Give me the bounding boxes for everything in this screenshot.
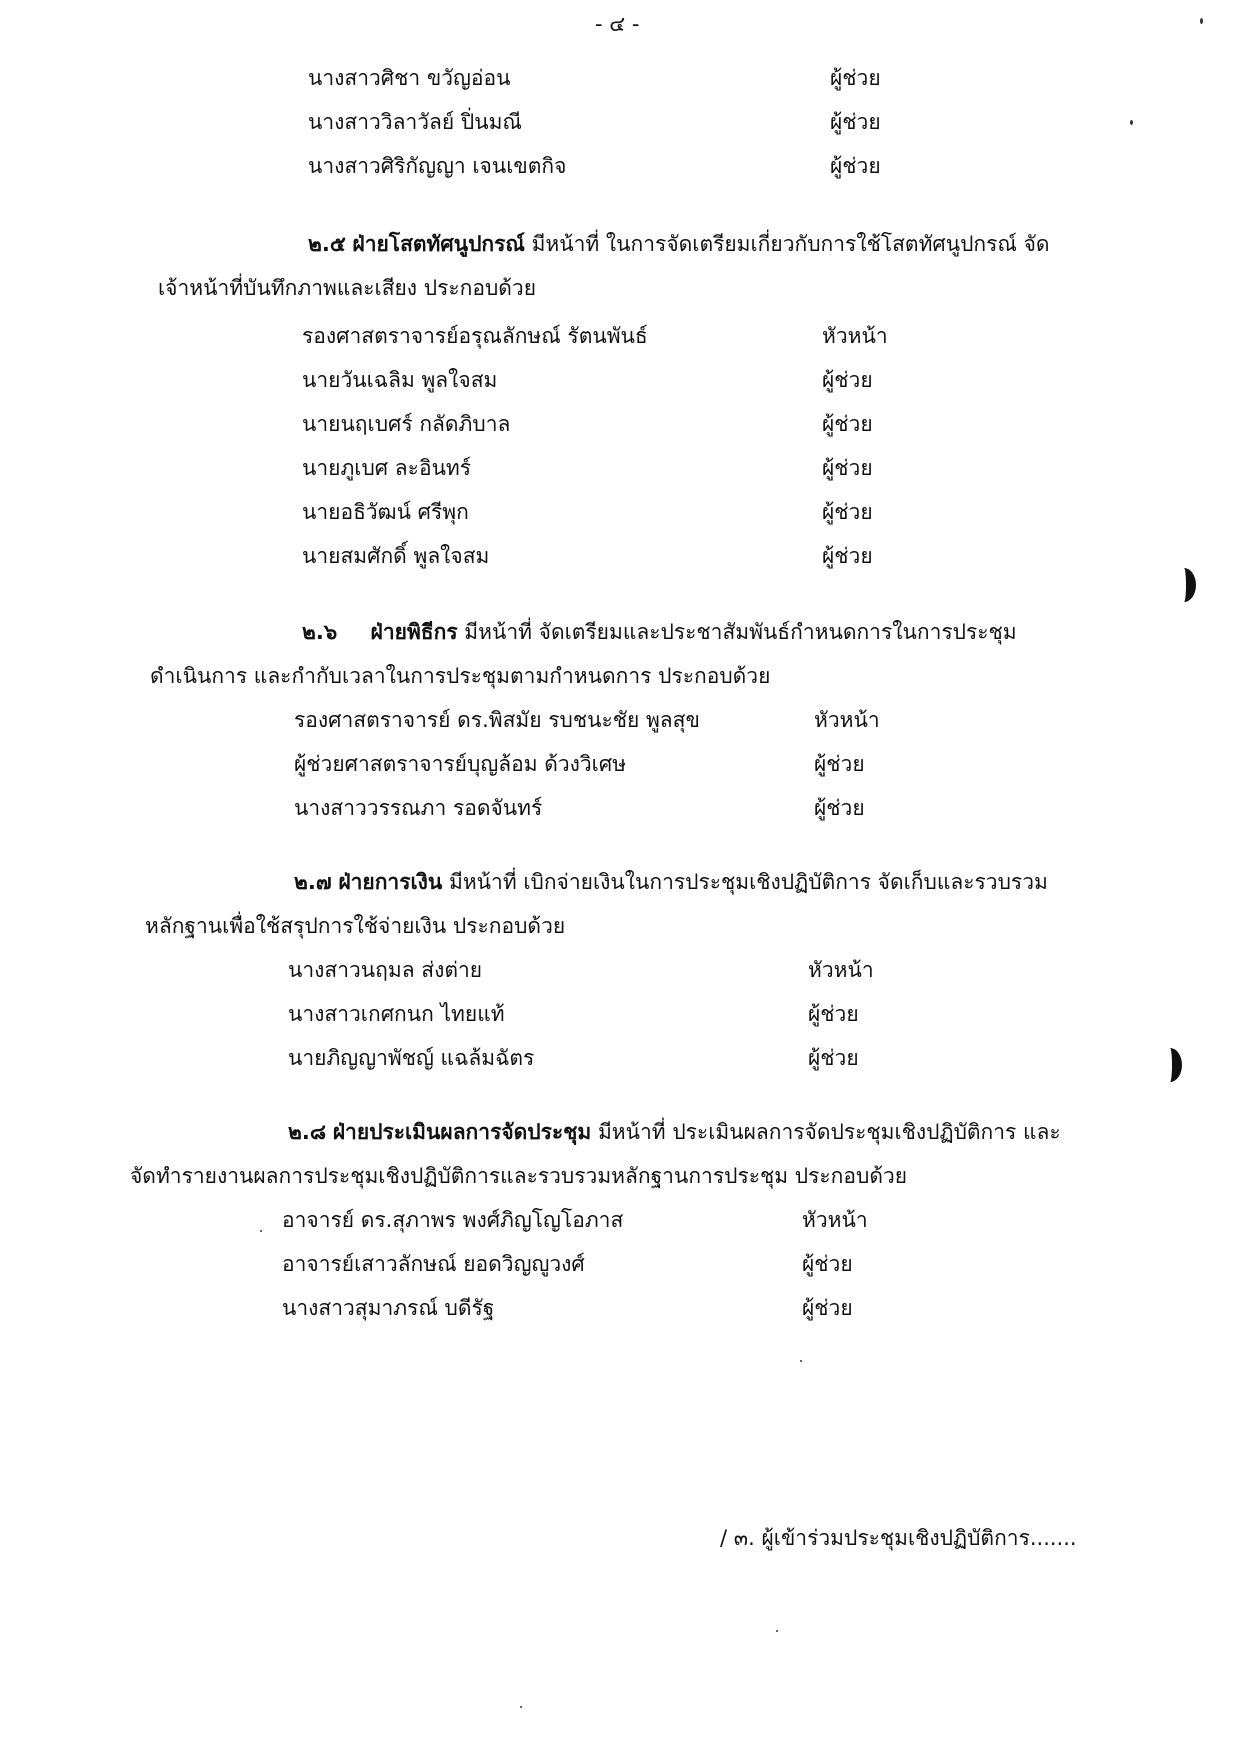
member-name: อาจารย์เสาวลักษณ์ ยอดวิญญูวงศ์ — [282, 1252, 585, 1276]
member-name: นางสาววรรณภา รอดจันทร์ — [294, 796, 543, 820]
member-role: ผู้ช่วย — [808, 1046, 859, 1070]
member-role: ผู้ช่วย — [822, 412, 873, 436]
member-role: ผู้ช่วย — [830, 66, 881, 90]
member-role: หัวหน้า — [802, 1208, 868, 1232]
member-name: นายภิญญาพัชญ์ แฉล้มฉัตร — [288, 1046, 535, 1070]
section-heading — [302, 616, 1017, 649]
member-role: ผู้ช่วย — [822, 456, 873, 480]
member-role: หัวหน้า — [822, 324, 888, 348]
member-name: นางสาวศิชา ขวัญอ่อน — [308, 66, 511, 90]
member-name: นายอธิวัฒน์ ศรีพุก — [302, 500, 469, 524]
section-title: ฝ่ายการเงิน — [338, 870, 443, 894]
section-heading — [294, 866, 1048, 899]
member-role: ผู้ช่วย — [822, 500, 873, 524]
member-name: นายภูเบศ ละอินทร์ — [302, 456, 472, 480]
scan-speck — [260, 1230, 262, 1232]
member-role: ผู้ช่วย — [822, 368, 873, 392]
scan-mark — [1172, 568, 1196, 602]
scan-speck — [520, 1706, 522, 1708]
member-role: ผู้ช่วย — [814, 752, 865, 776]
section-desc-cont: จัดทำรายงานผลการประชุมเชิงปฏิบัติการและรวบรวมหลักฐานการประชุม ประกอบด้วย — [130, 1164, 908, 1188]
section-desc: มีหน้าที่ ประเมินผลการจัดประชุมเชิงปฏิบัติการ และ — [597, 1120, 1061, 1144]
member-name: นางสาวเกศกนก ไทยแท้ — [288, 1002, 505, 1026]
scan-speck — [800, 1360, 802, 1362]
member-name: นางสาวสุมาภรณ์ บดีรัฐ — [282, 1296, 495, 1320]
member-role: ผู้ช่วย — [830, 154, 881, 178]
section-number: ๒.๘ — [288, 1120, 327, 1144]
member-role: ผู้ช่วย — [802, 1296, 853, 1320]
section-desc: มีหน้าที่ เบิกจ่ายเงินในการประชุมเชิงปฏิบัติการ จัดเก็บและรวบรวม — [448, 870, 1048, 894]
member-name: นางสาวนฤมล ส่งต่าย — [288, 958, 483, 982]
section-desc-cont: ดำเนินการ และกำกับเวลาในการประชุมตามกำหนดการ ประกอบด้วย — [150, 664, 771, 688]
member-name: ผู้ช่วยศาสตราจารย์บุญล้อม ด้วงวิเศษ — [294, 752, 627, 776]
footer-continuation: / ๓. ผู้เข้าร่วมประชุมเชิงปฏิบัติการ....... — [720, 1526, 1077, 1550]
member-role: ผู้ช่วย — [802, 1252, 853, 1276]
section-number: ๒.๖ — [302, 620, 338, 644]
member-name: รองศาสตราจารย์ ดร.พิสมัย รบชนะชัย พูลสุข — [294, 708, 700, 732]
member-role: ผู้ช่วย — [822, 544, 873, 568]
section-desc: มีหน้าที่ จัดเตรียมและประชาสัมพันธ์กำหนดการในการประชุม — [464, 620, 1017, 644]
scan-mark — [1158, 1048, 1182, 1082]
section-heading — [308, 228, 1050, 261]
section-number: ๒.๗ — [294, 870, 332, 894]
section-desc-cont: เจ้าหน้าที่บันทึกภาพและเสียง ประกอบด้วย — [158, 276, 537, 300]
member-name: นางสาวศิริกัญญา เจนเขตกิจ — [308, 154, 567, 178]
member-name: นางสาววิลาวัลย์ ปิ่นมณี — [308, 110, 522, 134]
section-title: ฝ่ายประเมินผลการจัดประชุม — [332, 1120, 592, 1144]
member-name: นายสมศักดิ์ พูลใจสม — [302, 544, 490, 568]
member-name: นายนฤเบศร์ กลัดภิบาล — [302, 412, 511, 436]
member-name: รองศาสตราจารย์อรุณลักษณ์ รัตนพันธ์ — [302, 324, 648, 348]
member-role: ผู้ช่วย — [814, 796, 865, 820]
section-heading — [288, 1116, 1061, 1149]
scan-speck — [1200, 18, 1203, 24]
member-role: ผู้ช่วย — [808, 1002, 859, 1026]
section-desc-cont: หลักฐานเพื่อใช้สรุปการใช้จ่ายเงิน ประกอบด้วย — [145, 914, 566, 938]
member-name: อาจารย์ ดร.สุภาพร พงศ์ภิญโญโอภาส — [282, 1208, 624, 1232]
section-desc: มีหน้าที่ ในการจัดเตรียมเกี่ยวกับการใช้โสตทัศนูปกรณ์ จัด — [531, 232, 1050, 256]
page-number: - ๔ - — [595, 12, 640, 36]
scan-speck — [1130, 120, 1133, 125]
member-role: หัวหน้า — [808, 958, 874, 982]
scan-speck — [776, 1630, 778, 1632]
section-title: ฝ่ายพิธีกร — [370, 620, 458, 644]
section-title: ฝ่ายโสตทัศนูปกรณ์ — [352, 232, 525, 256]
member-role: หัวหน้า — [814, 708, 880, 732]
member-role: ผู้ช่วย — [830, 110, 881, 134]
member-name: นายวันเฉลิม พูลใจสม — [302, 368, 498, 392]
section-number: ๒.๕ — [308, 232, 346, 256]
